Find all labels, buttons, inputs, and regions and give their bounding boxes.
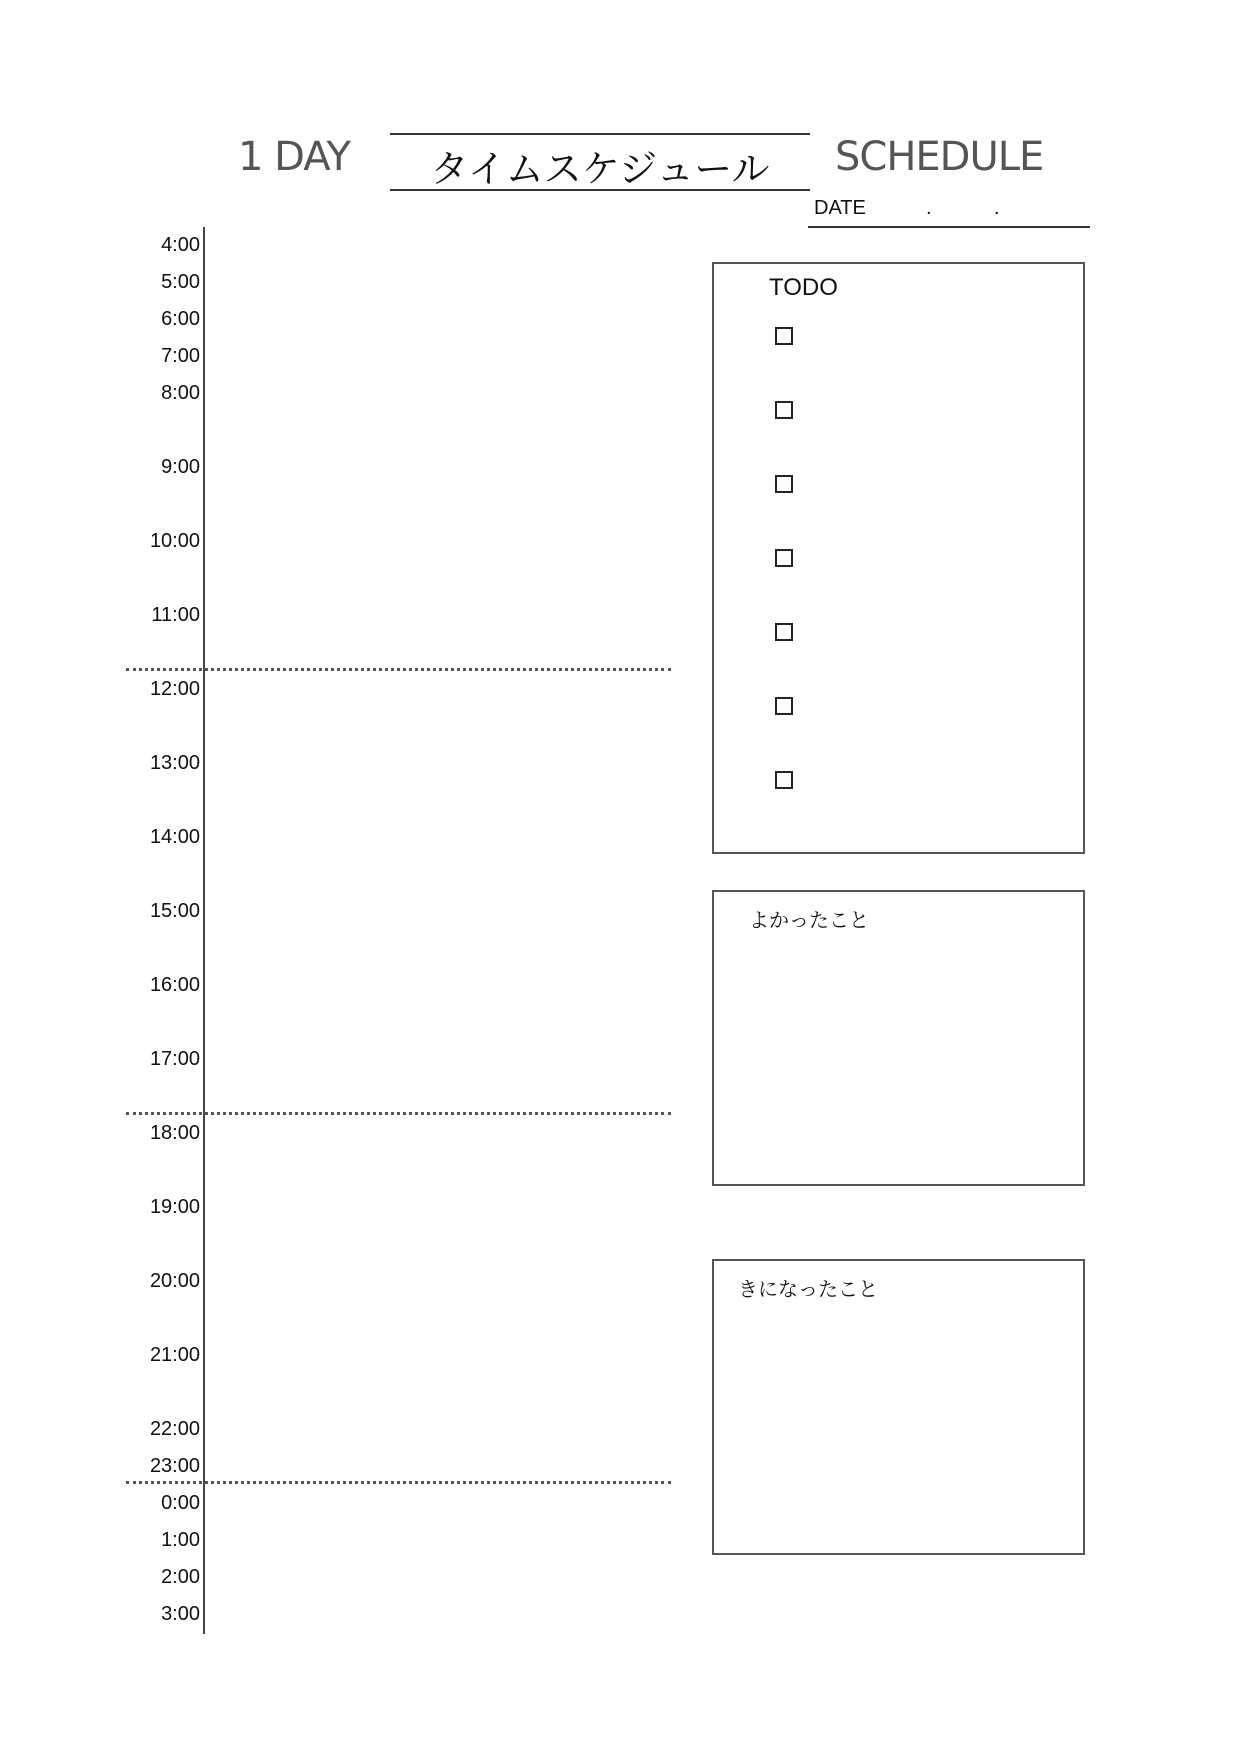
- title-time-schedule: タイムスケジュール: [430, 147, 770, 191]
- hour-label: 10:00: [149, 530, 200, 552]
- hour-label: 13:00: [149, 752, 200, 774]
- hour-label: 3:00: [161, 1603, 200, 1625]
- hour-label: 20:00: [149, 1270, 200, 1292]
- todo-checkbox[interactable]: [775, 475, 793, 493]
- hour-label: 15:00: [149, 900, 200, 922]
- hour-label: 1:00: [161, 1529, 200, 1551]
- hour-label: 7:00: [161, 345, 200, 367]
- todo-checkbox[interactable]: [775, 327, 793, 345]
- hour-label: 22:00: [149, 1418, 200, 1440]
- title-1day: 1 DAY: [238, 134, 350, 180]
- todo-checkbox[interactable]: [775, 623, 793, 641]
- todo-checkbox[interactable]: [775, 697, 793, 715]
- hour-label: 4:00: [161, 234, 200, 256]
- hour-label: 17:00: [149, 1048, 200, 1070]
- hour-label: 18:00: [149, 1122, 200, 1144]
- todo-panel: [712, 262, 1085, 854]
- hour-label: 2:00: [161, 1566, 200, 1588]
- date-field-line[interactable]: [808, 226, 1090, 228]
- date-separator-2: .: [994, 197, 1000, 219]
- midnight-divider: [126, 1481, 671, 1484]
- hour-label: 5:00: [161, 271, 200, 293]
- evening-divider: [126, 1112, 671, 1115]
- hour-label: 0:00: [161, 1492, 200, 1514]
- hour-label: 12:00: [149, 678, 200, 700]
- title-schedule: SCHEDULE: [835, 134, 1044, 180]
- todo-checkbox[interactable]: [775, 401, 793, 419]
- hour-label: 6:00: [161, 308, 200, 330]
- noon-divider: [126, 668, 671, 671]
- concerns-panel[interactable]: [712, 1259, 1085, 1555]
- todo-checkbox[interactable]: [775, 771, 793, 789]
- timeline-axis: [203, 227, 205, 1634]
- title-bottom-rule: [390, 189, 810, 191]
- todo-title: TODO: [769, 274, 838, 301]
- concerns-title: きになったこと: [738, 1277, 878, 1301]
- title-top-rule: [390, 133, 810, 135]
- hour-label: 23:00: [149, 1455, 200, 1477]
- hour-label: 9:00: [161, 456, 200, 478]
- date-label: DATE: [814, 197, 866, 219]
- good-things-panel[interactable]: [712, 890, 1085, 1186]
- hour-label: 11:00: [151, 604, 200, 626]
- date-separator-1: .: [926, 197, 932, 219]
- good-things-title: よかったこと: [749, 908, 869, 932]
- todo-checkbox[interactable]: [775, 549, 793, 567]
- hour-label: 14:00: [149, 826, 200, 848]
- hour-label: 16:00: [149, 974, 200, 996]
- hour-label: 8:00: [161, 382, 200, 404]
- hour-label: 21:00: [149, 1344, 200, 1366]
- hour-label: 19:00: [149, 1196, 200, 1218]
